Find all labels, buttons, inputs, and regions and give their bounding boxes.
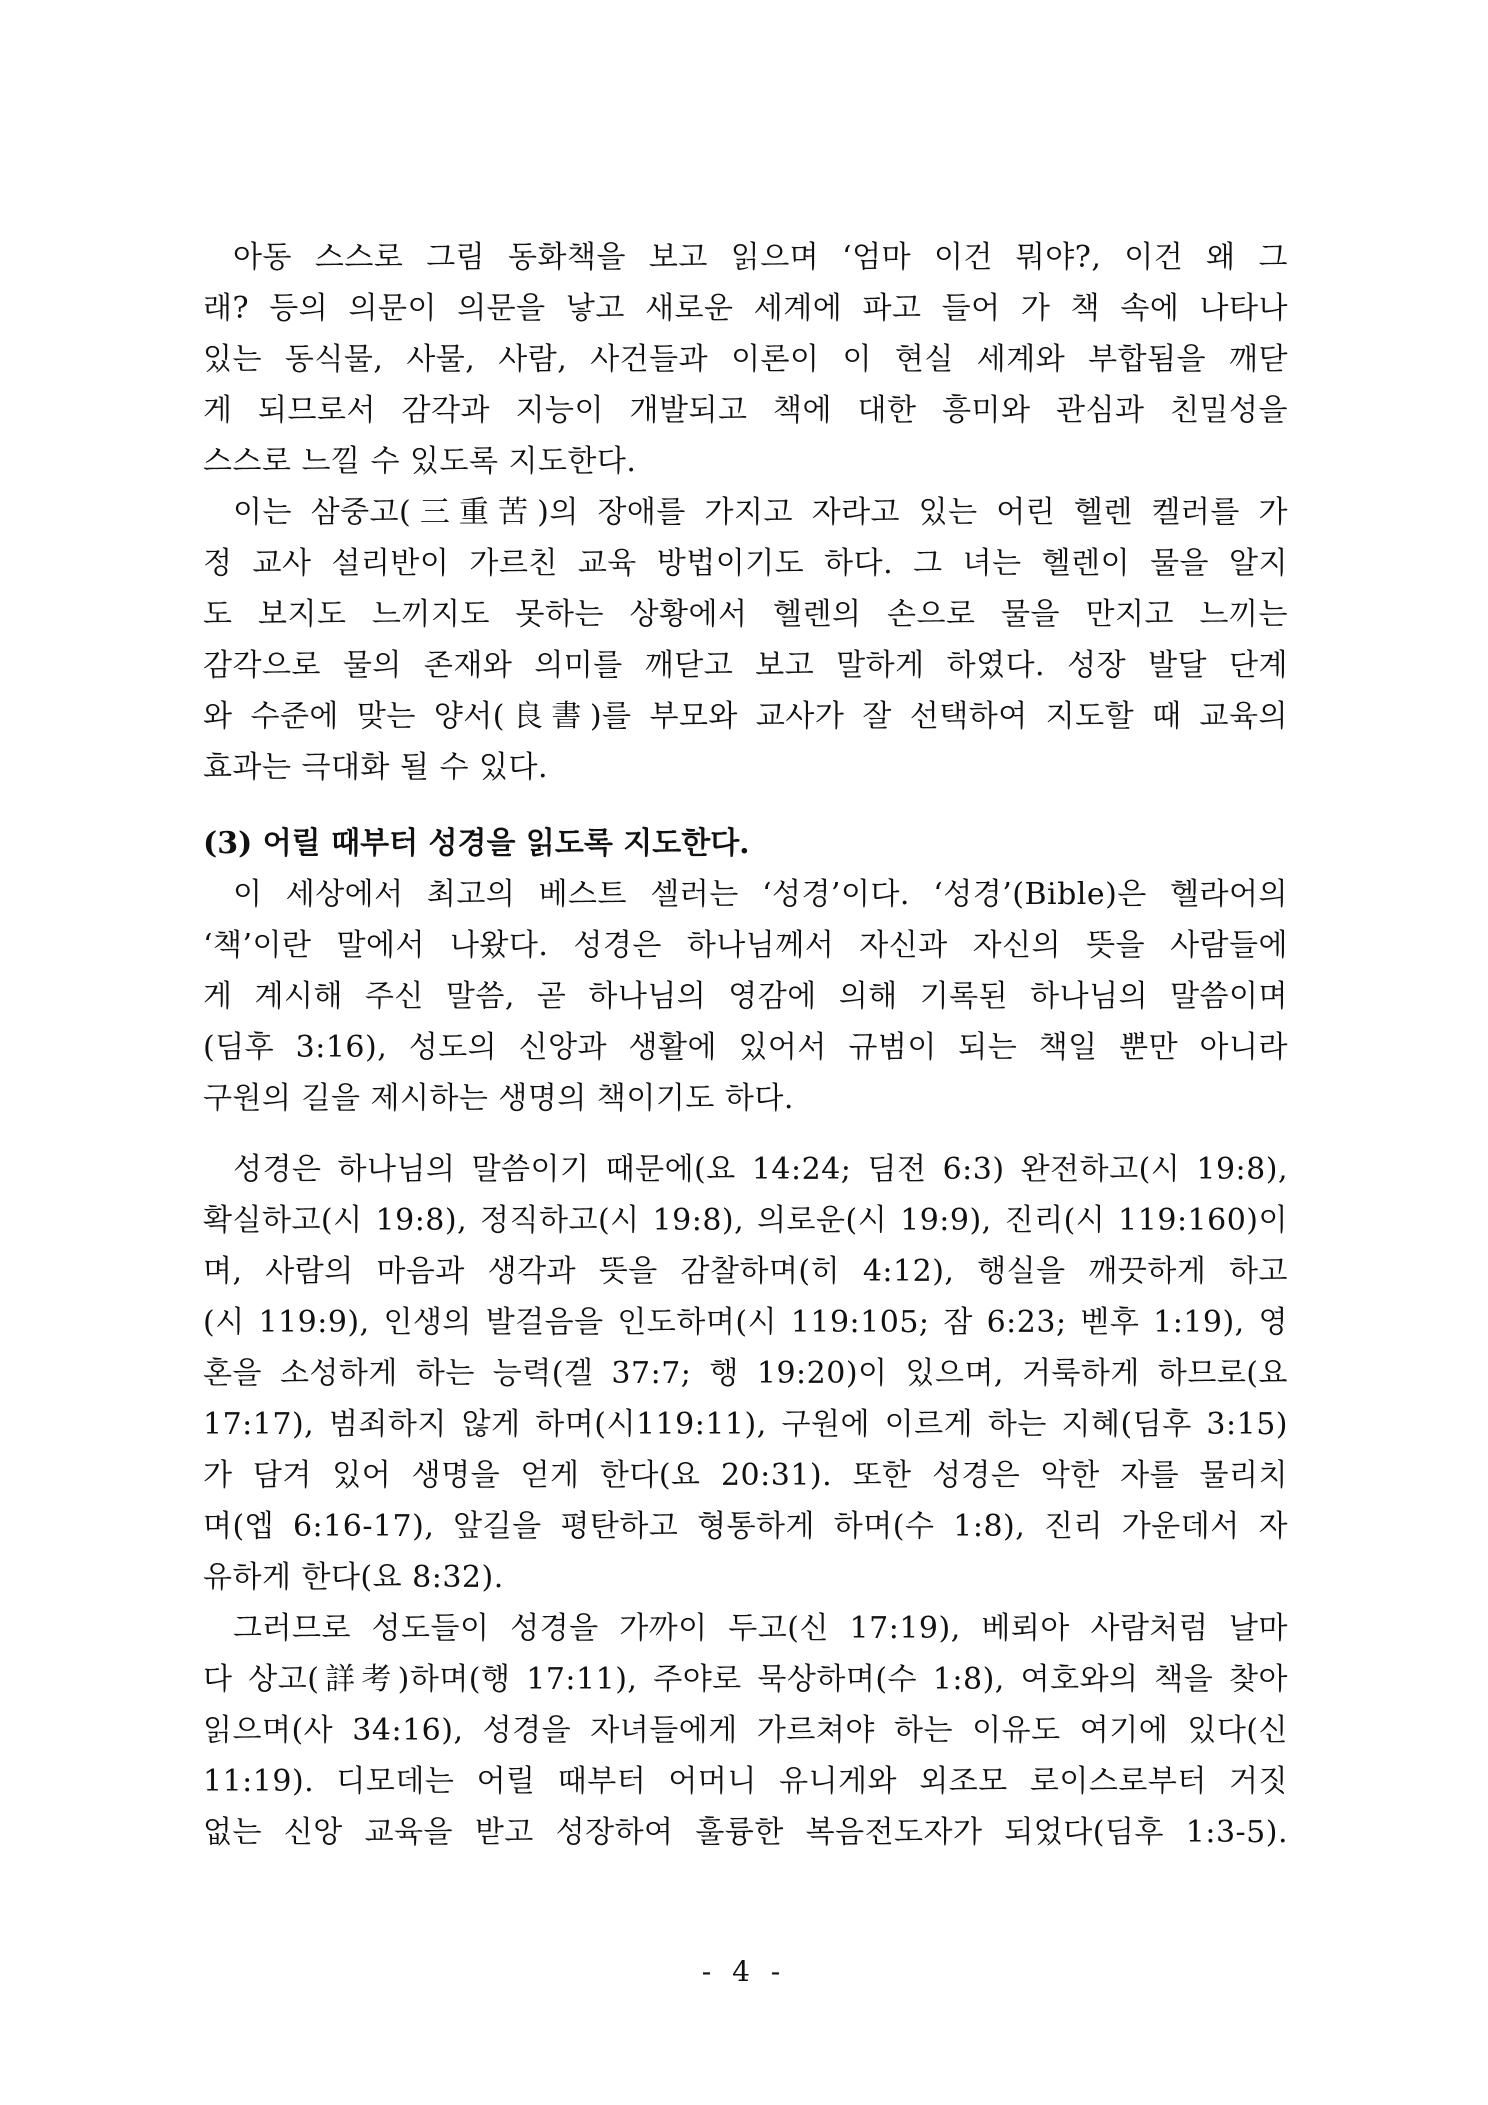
text-line: 게 계시해 주신 말씀, 곧 하나님의 영감에 의해 기록된 하나님의 말씀이며 bbox=[203, 979, 1288, 1014]
text-line: 혼을 소성하게 하는 능력(겔 37:7; 행 19:20)이 있으며, 거룩하게 하므로(요 bbox=[203, 1356, 1288, 1391]
text-line: 17:17), 범죄하지 않게 하며(시119:11), 구원에 이르게 하는 지혜(딤후 3:15) bbox=[203, 1407, 1288, 1442]
text-line: 이는 삼중고(三重苦)의 장애를 가지고 자라고 있는 어린 헬렌 켈러를 가 bbox=[233, 495, 1288, 530]
text-line: 게 되므로서 감각과 지능이 개발되고 책에 대한 흥미와 관심과 친밀성을 bbox=[203, 393, 1288, 428]
section-heading: (3) 어릴 때부터 성경을 읽도록 지도한다. bbox=[203, 826, 750, 861]
text-line: 있는 동식물, 사물, 사람, 사건들과 이론이 이 현실 세계와 부합됨을 깨닫 bbox=[203, 342, 1288, 377]
text-line: 구원의 길을 제시하는 생명의 책이기도 하다. bbox=[203, 1081, 794, 1116]
paragraph-2 bbox=[203, 487, 1288, 793]
text-line: 정 교사 설리반이 가르친 교육 방법이기도 하다. 그 녀는 헬렌이 물을 알지 bbox=[203, 546, 1288, 581]
text-line: 효과는 극대화 될 수 있다. bbox=[203, 750, 548, 785]
text-line: 가 담겨 있어 생명을 얻게 한다(요 20:31). 또한 성경은 악한 자를 물리치 bbox=[203, 1458, 1288, 1493]
text-line: 읽으며(사 34:16), 성경을 자녀들에게 가르쳐야 하는 이유도 여기에 있다(신 bbox=[203, 1713, 1288, 1748]
paragraph-5 bbox=[203, 1603, 1288, 1858]
text-line: 며(엡 6:16-17), 앞길을 평탄하고 형통하게 하며(수 1:8), 진리 가운데서 자 bbox=[203, 1509, 1288, 1544]
text-line: 래? 등의 의문이 의문을 낳고 새로운 세계에 파고 들어 가 책 속에 나타나 bbox=[203, 291, 1288, 326]
text-line: 와 수준에 맞는 양서(良書)를 부모와 교사가 잘 선택하여 지도할 때 교육의 bbox=[203, 699, 1288, 734]
paragraph-3 bbox=[203, 869, 1288, 1124]
page-body bbox=[203, 232, 1288, 1858]
text-line: (딤후 3:16), 성도의 신앙과 생활에 있어서 규범이 되는 책일 뿐만 아니라 bbox=[203, 1030, 1288, 1065]
page-number: - 4 - bbox=[701, 1955, 787, 1988]
text-line: 그러므로 성도들이 성경을 가까이 두고(신 17:19), 베뢰아 사람처럼 날마 bbox=[233, 1611, 1288, 1646]
paragraph-4 bbox=[203, 1144, 1288, 1603]
text-line: 며, 사람의 마음과 생각과 뜻을 감찰하며(히 4:12), 행실을 깨끗하게 하고 bbox=[203, 1254, 1288, 1289]
text-line: 11:19). 디모데는 어릴 때부터 어머니 유니게와 외조모 로이스로부터 거짓 bbox=[203, 1764, 1288, 1799]
text-line: 아동 스스로 그림 동화책을 보고 읽으며 ‘엄마 이건 뭐야?, 이건 왜 그 bbox=[233, 240, 1288, 275]
text-line: 감각으로 물의 존재와 의미를 깨닫고 보고 말하게 하였다. 성장 발달 단계 bbox=[203, 648, 1288, 683]
text-line: 이 세상에서 최고의 베스트 셀러는 ‘성경’이다. ‘성경’(Bible)은 헬라어의 bbox=[233, 877, 1288, 912]
text-line: 확실하고(시 19:8), 정직하고(시 19:8), 의로운(시 19:9), 진리(시 119:160)이 bbox=[203, 1203, 1288, 1238]
text-line: 유하게 한다(요 8:32). bbox=[203, 1560, 504, 1595]
text-line: 성경은 하나님의 말씀이기 때문에(요 14:24; 딤전 6:3) 완전하고(시 19:8), bbox=[233, 1152, 1288, 1187]
text-line: 없는 신앙 교육을 받고 성장하여 훌륭한 복음전도자가 되었다(딤후 1:3-5). bbox=[203, 1815, 1288, 1850]
text-line: ‘책’이란 말에서 나왔다. 성경은 하나님께서 자신과 자신의 뜻을 사람들에 bbox=[203, 928, 1288, 963]
text-line: (시 119:9), 인생의 발걸음을 인도하며(시 119:105; 잠 6:23; 벧후 1:19), 영 bbox=[203, 1305, 1288, 1340]
paragraph-gap bbox=[203, 1124, 1288, 1144]
text-line: 도 보지도 느끼지도 못하는 상황에서 헬렌의 손으로 물을 만지고 느끼는 bbox=[203, 597, 1288, 632]
text-line: 스스로 느낄 수 있도록 지도한다. bbox=[203, 444, 637, 479]
text-line: 다 상고(詳考)하며(행 17:11), 주야로 묵상하며(수 1:8), 여호와의 책을 찾아 bbox=[203, 1662, 1288, 1697]
paragraph-1 bbox=[203, 232, 1288, 487]
